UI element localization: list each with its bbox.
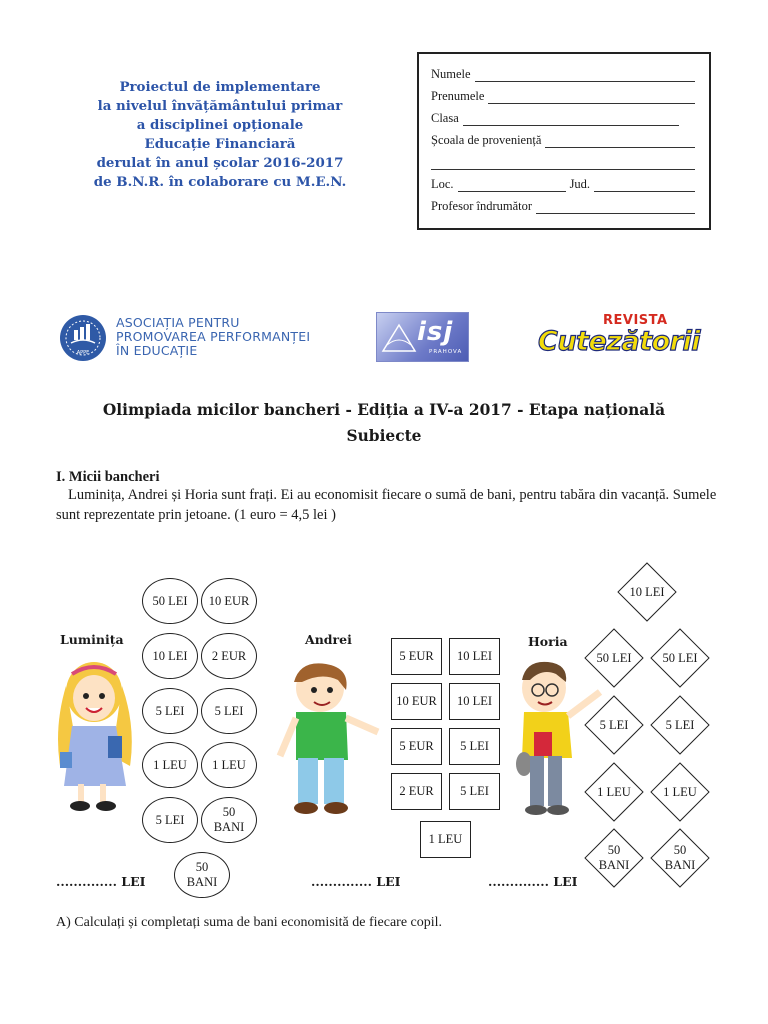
scoala-field-continuation[interactable] — [431, 158, 695, 170]
answer-blank-horia[interactable]: .............. LEI — [488, 874, 578, 889]
scoala-label: Școala de proveniență — [431, 133, 542, 147]
token-diamond — [651, 696, 709, 754]
token-square: 1 LEU — [420, 821, 471, 858]
scoala-field[interactable] — [545, 136, 695, 148]
token-coin: 50 BANI — [174, 852, 230, 898]
title-line-1: Olimpiada micilor bancheri - Ediția a IV-a 2017 - Etapa națională — [102, 401, 666, 419]
clasa-field[interactable] — [463, 114, 679, 126]
numele-label: Numele — [431, 67, 471, 81]
token-diamond-label: 50 LEI — [662, 650, 698, 665]
profesor-field[interactable] — [536, 202, 695, 214]
answer-blank-andrei[interactable]: .............. LEI — [311, 874, 401, 889]
token-diamond — [585, 763, 643, 821]
token-diamond — [585, 829, 643, 887]
name-horia: Horia — [528, 634, 568, 649]
token-diamond-label: 1 LEU — [663, 784, 697, 799]
jud-field[interactable] — [594, 180, 695, 192]
token-diamond-label: 5 LEI — [599, 717, 629, 732]
project-line: Proiectul de implementare — [119, 79, 321, 95]
token-coin: 5 LEI — [201, 688, 257, 734]
token-square: 10 LEI — [449, 683, 500, 720]
loc-label: Loc. — [431, 177, 454, 191]
form-row-prenumele — [431, 86, 695, 104]
token-square: 10 LEI — [449, 638, 500, 675]
isj-subtitle: PRAHOVA — [429, 349, 463, 355]
token-square: 5 EUR — [391, 728, 442, 765]
appe-line: ÎN EDUCAȚIE — [116, 343, 198, 358]
token-diamond-label: 50 LEI — [596, 650, 632, 665]
token-square: 10 EUR — [391, 683, 442, 720]
form-row-clasa — [431, 108, 679, 126]
numele-field[interactable] — [475, 70, 695, 82]
token-diamond — [585, 696, 643, 754]
project-line: a disciplinei opționale — [136, 117, 304, 133]
isj-logo — [376, 312, 469, 362]
token-diamond-label: 5 LEI — [665, 717, 695, 732]
token-square: 5 LEI — [449, 773, 500, 810]
question-a: A) Calculați și completați suma de bani economisită de fiecare copil. — [56, 915, 443, 930]
andrei-illustration-icon — [270, 660, 386, 818]
token-diamond-label: 1 LEU — [597, 784, 631, 799]
token-diamond — [618, 563, 676, 621]
token-square: 5 EUR — [391, 638, 442, 675]
project-line: la nivelul învățământului primar — [97, 98, 343, 114]
token-diamond-label: 10 LEI — [629, 584, 665, 599]
project-line: de B.N.R. în colaborare cu M.E.N. — [93, 174, 347, 190]
token-coin: 50 LEI — [142, 578, 198, 624]
form-row-scoala — [431, 130, 695, 148]
isj-swoosh-icon — [381, 321, 417, 355]
token-coin: 5 LEI — [142, 797, 198, 843]
token-diamond — [651, 829, 709, 887]
token-coin: 1 LEU — [201, 742, 257, 788]
name-andrei: Andrei — [305, 632, 352, 647]
appe-line: PROMOVAREA PERFORMANȚEI — [116, 329, 311, 344]
token-coin: 50 BANI — [201, 797, 257, 843]
token-coin: 2 EUR — [201, 633, 257, 679]
appe-logo-icon — [58, 313, 110, 363]
form-row-numele — [431, 64, 695, 82]
appe-logo-text — [116, 316, 310, 358]
loc-field[interactable] — [458, 180, 566, 192]
appe-badge-text: APPE — [76, 350, 90, 356]
form-row-scoala-cont — [431, 152, 695, 170]
cutezatorii-text: Cutezătorii — [538, 326, 700, 357]
token-diamond-label: 50 BANI — [598, 843, 630, 872]
title-line-2: Subiecte — [346, 427, 422, 445]
token-coin: 5 LEI — [142, 688, 198, 734]
jud-label: Jud. — [569, 177, 591, 191]
token-square: 2 EUR — [391, 773, 442, 810]
token-coin: 1 LEU — [142, 742, 198, 788]
profesor-label: Profesor îndrumător — [431, 199, 533, 213]
project-description — [40, 78, 400, 192]
appe-line: ASOCIAȚIA PENTRU — [116, 315, 240, 330]
answer-blank-luminita[interactable]: .............. LEI — [56, 874, 146, 889]
page-title — [0, 397, 768, 449]
revista-text: REVISTA — [603, 313, 668, 328]
luminita-illustration-icon — [52, 656, 138, 816]
clasa-label: Clasa — [431, 111, 459, 125]
prenumele-field[interactable] — [488, 92, 695, 104]
isj-text: isj — [417, 317, 454, 347]
token-coin: 10 LEI — [142, 633, 198, 679]
prenumele-label: Prenumele — [431, 89, 485, 103]
form-row-loc-jud — [431, 174, 695, 192]
token-diamond — [585, 629, 643, 687]
token-diamond — [651, 763, 709, 821]
project-line: derulat în anul școlar 2016-2017 — [96, 155, 344, 171]
project-line: Educație Financiară — [144, 136, 296, 152]
token-square: 5 LEI — [449, 728, 500, 765]
student-info-form — [417, 52, 711, 230]
token-coin: 10 EUR — [201, 578, 257, 624]
section-heading: I. Micii bancheri — [56, 469, 160, 485]
section-paragraph: Luminița, Andrei și Horia sunt frați. Ei au economisit fiecare o sumă de bani, pentru tabăra din vacanță. Sumele sunt reprezentate prin jetoane. (1 euro = 4,5 lei ) — [56, 487, 717, 523]
name-luminita: Luminița — [60, 632, 124, 647]
token-diamond-label: 50 BANI — [664, 843, 696, 872]
token-diamond — [651, 629, 709, 687]
form-row-profesor — [431, 196, 695, 214]
